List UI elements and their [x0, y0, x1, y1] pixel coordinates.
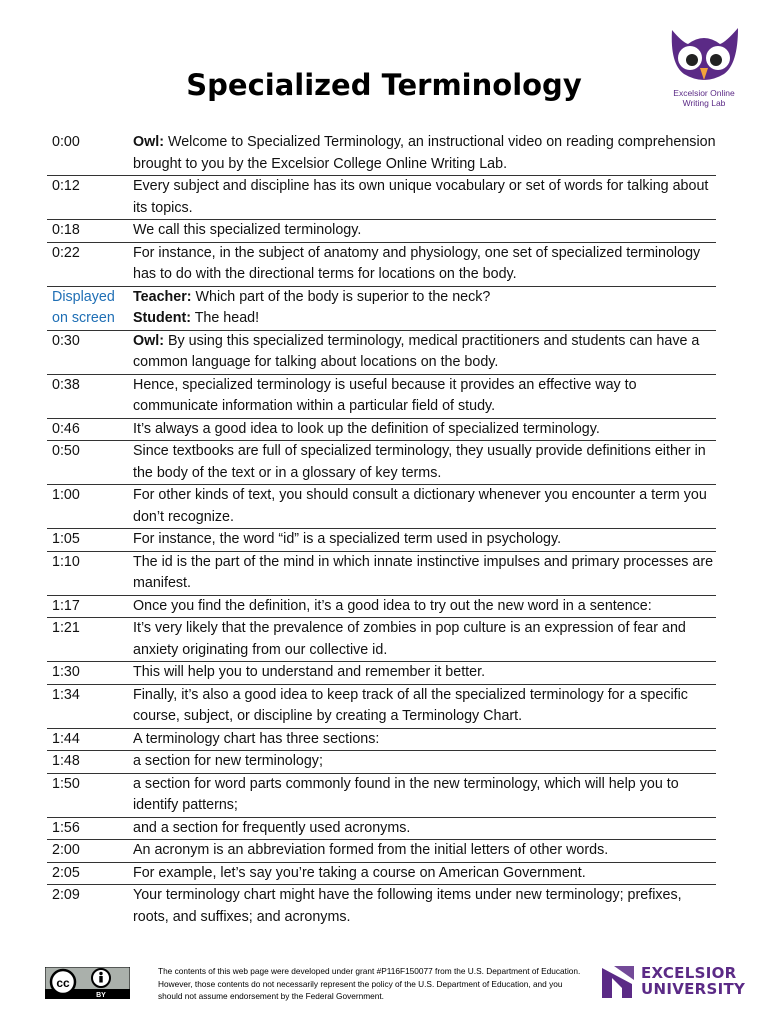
transcript-row — [47, 595, 716, 618]
transcript-line — [133, 863, 716, 885]
transcript-row — [47, 176, 716, 220]
transcript-row — [47, 817, 716, 840]
transcript-row — [47, 684, 716, 728]
timestamp: 1:17 — [52, 597, 80, 614]
cc-by-label: BY — [96, 992, 106, 999]
timestamp: 1:05 — [52, 531, 80, 547]
timestamp: 0:38 — [52, 376, 80, 393]
line-text: For instance, in the subject of anatomy and physiology, one set of specialized terminology has to do with the directional terms for locations on the body. — [133, 244, 701, 282]
owl-logo-line1: Excelsior Online — [673, 88, 735, 98]
transcript-line — [133, 331, 716, 374]
timestamp: 0:00 — [52, 134, 80, 150]
line-text: Your terminology chart might have the following items under new terminology; prefixes, roots, and suffixes; and acronyms. — [133, 887, 682, 925]
transcript-text — [133, 330, 716, 374]
svg-text:cc: cc — [56, 976, 70, 990]
transcript-row — [47, 840, 716, 863]
transcript-row — [47, 728, 716, 751]
line-text: Which part of the body is superior to the neck? — [191, 288, 491, 305]
timestamp: 0:22 — [52, 244, 80, 261]
transcript-row — [47, 441, 716, 485]
timestamp: 2:05 — [52, 864, 80, 881]
line-text: By using this specialized terminology, medical practitioners and students can have a common language for talking about locations on the body. — [133, 332, 700, 370]
line-text: a section for new terminology; — [133, 753, 323, 769]
line-text: a section for word parts commonly found in the new terminology, which will help you to identify patterns; — [133, 775, 679, 813]
transcript-row — [47, 286, 716, 330]
line-text: The id is the part of the mind in which innate instinctive impulses and primary processes are manifest. — [133, 553, 714, 591]
timestamp: 1:48 — [52, 753, 80, 769]
transcript-line — [133, 685, 716, 728]
timestamp: 1:00 — [52, 487, 80, 503]
transcript-text — [133, 551, 716, 595]
line-text: For instance, the word “id” is a specialized term used in psychology. — [133, 531, 562, 547]
transcript-row — [47, 242, 716, 286]
transcript-line — [133, 220, 716, 242]
transcript-row — [47, 485, 716, 529]
transcript-line — [133, 729, 716, 751]
timestamp: 1:10 — [52, 553, 80, 570]
timestamp: 1:34 — [52, 686, 80, 703]
transcript-line — [133, 243, 716, 286]
transcript-row — [47, 662, 716, 685]
transcript-text — [133, 485, 716, 529]
timestamp: 1:44 — [52, 730, 80, 747]
transcript-row — [47, 885, 716, 929]
line-text: and a section for frequently used acronyms. — [133, 819, 411, 836]
transcript-line — [133, 308, 716, 330]
transcript-line — [133, 375, 716, 418]
transcript-text — [133, 595, 716, 618]
transcript-row — [47, 862, 716, 885]
transcript-text — [133, 728, 716, 751]
line-text: An acronym is an abbreviation formed from the initial letters of other words. — [133, 842, 609, 858]
transcript-text — [133, 132, 716, 176]
transcript-row — [47, 618, 716, 662]
transcript-text — [133, 441, 716, 485]
transcript-text — [133, 773, 716, 817]
transcript-text — [133, 242, 716, 286]
timestamp: 0:30 — [52, 332, 80, 349]
transcript-table — [47, 132, 716, 928]
transcript-text — [133, 662, 716, 685]
university-name-line2: UNIVERSITY — [641, 980, 746, 998]
transcript-row — [47, 330, 716, 374]
line-text: Hence, specialized terminology is useful because it provides an effective way to communicate information within a particular field of study. — [133, 376, 637, 414]
line-text: The head! — [190, 310, 260, 326]
transcript-line — [133, 774, 716, 817]
university-name — [641, 965, 745, 997]
owl-logo-text — [656, 88, 752, 108]
transcript-text — [133, 684, 716, 728]
timestamp: 0:18 — [52, 222, 80, 238]
transcript-row — [47, 220, 716, 243]
line-text: For other kinds of text, you should consult a dictionary whenever you encounter a term you don’t recognize. — [133, 487, 707, 525]
transcript-text — [133, 862, 716, 885]
transcript-line — [133, 552, 716, 595]
transcript-text — [133, 751, 716, 774]
timestamp: 1:50 — [52, 775, 80, 792]
transcript-line — [133, 441, 716, 484]
transcript-text — [133, 840, 716, 863]
transcript-line — [133, 662, 716, 684]
speaker-label: Owl: — [133, 332, 164, 349]
transcript-line — [133, 618, 716, 661]
line-text: It’s always a good idea to look up the definition of specialized terminology. — [133, 420, 600, 437]
timestamp: 2:09 — [52, 887, 80, 903]
transcript-row — [47, 529, 716, 552]
timestamp: 2:00 — [52, 842, 80, 858]
transcript-row — [47, 374, 716, 418]
line-text: Every subject and discipline has its own unique vocabulary or set of words for talking about its topics. — [133, 178, 709, 216]
transcript-line — [133, 751, 716, 773]
transcript-text — [133, 374, 716, 418]
transcript-text — [133, 220, 716, 243]
line-text: Welcome to Specialized Terminology, an instructional video on reading comprehension brought to you by the Excelsior College Online Writing Lab. — [133, 134, 716, 172]
line-text: Since textbooks are full of specialized terminology, they usually provide definitions either in the body of the text or in a glossary of key terms. — [133, 443, 706, 481]
transcript-line — [133, 596, 716, 618]
grant-disclaimer: The contents of this web page were developed under grant #P116F150077 from the U.S. Department of Education. However, those contents do not necessarily represent the policy of the U.S. Department of Education, and you should not assume endorsement by the Federal Government. — [158, 966, 581, 1001]
cc-by-license-badge — [45, 967, 130, 999]
line-text: Once you find the definition, it’s a good idea to try out the new word in a sentence: — [133, 597, 652, 614]
transcript-row — [47, 551, 716, 595]
transcript-line — [133, 132, 716, 175]
line-text: A terminology chart has three sections: — [133, 730, 380, 747]
transcript-line — [133, 529, 716, 551]
transcript-row — [47, 751, 716, 774]
transcript-row — [47, 418, 716, 441]
owl-logo-line2: Writing Lab — [682, 98, 726, 108]
page-title: Specialized Terminology — [186, 68, 582, 102]
transcript-row — [47, 132, 716, 176]
transcript-line — [133, 176, 716, 219]
transcript-text — [133, 286, 716, 330]
line-text: We call this specialized terminology. — [133, 222, 362, 238]
line-text: It’s very likely that the prevalence of zombies in pop culture is an expression of fear and anxiety originating from our collective id. — [133, 620, 686, 658]
transcript-text — [133, 176, 716, 220]
transcript-text — [133, 817, 716, 840]
timestamp: 0:50 — [52, 443, 80, 459]
transcript-text — [133, 418, 716, 441]
line-text: This will help you to understand and remember it better. — [133, 664, 486, 680]
transcript-line — [133, 818, 716, 840]
timestamp: 0:12 — [52, 178, 80, 194]
transcript-line — [133, 840, 716, 862]
speaker-label: Student: — [133, 310, 191, 326]
speaker-label: Owl: — [133, 134, 164, 150]
timestamp: 1:30 — [52, 664, 80, 680]
university-name-line1: EXCELSIOR — [641, 964, 737, 982]
displayed-on-screen-label: Displayed on screen — [52, 288, 115, 326]
transcript-line — [133, 485, 716, 528]
line-text: For example, let’s say you’re taking a course on American Government. — [133, 864, 586, 881]
transcript-text — [133, 618, 716, 662]
timestamp: 1:56 — [52, 819, 80, 836]
timestamp: 1:21 — [52, 620, 80, 636]
speaker-label: Teacher: — [133, 288, 192, 305]
transcript-row — [47, 773, 716, 817]
transcript-text — [133, 885, 716, 929]
transcript-text — [133, 529, 716, 552]
timestamp: 0:46 — [52, 420, 80, 437]
transcript-line — [133, 885, 716, 928]
line-text: Finally, it’s also a good idea to keep track of all the specialized terminology for a specific course, subject, or discipline by creating a Terminology Chart. — [133, 686, 688, 724]
transcript-line — [133, 287, 716, 309]
transcript-line — [133, 419, 716, 441]
